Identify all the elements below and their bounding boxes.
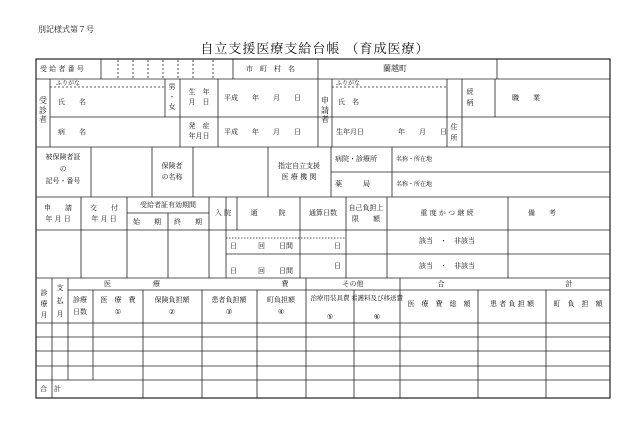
issue-date-label-1: 交 付 [90,204,118,212]
insurer-label-1: 保険者 [161,162,183,170]
outpatient-times-1: 回 [258,242,265,250]
visit-day-1: 日 [334,242,341,250]
med-month-1: 診 [40,289,48,297]
remarks-label: 備 考 [528,209,556,217]
col-nursing-transport-num: ⑥ [373,313,381,321]
onset-era: 平成 [224,128,238,136]
outpatient-label: 通 院 [250,209,286,217]
admission-label: 入 院 [214,209,232,217]
insurance-cert-label-2: の [59,165,67,173]
relation-label-2: 柄 [466,99,474,107]
clinic-days-label-1: 診療 [73,296,87,304]
pharmacy-label: 薬 局 [335,180,370,188]
outpatient-days-2: 日間 [279,267,293,275]
total-group-label-2: 計 [565,280,573,288]
grand-total-label: 合 計 [40,385,61,393]
severe-label: 重 度 か つ 継 続 [420,209,474,217]
hospital-label: 病院・診療所 [335,155,377,163]
sex-male: 男 [168,83,176,91]
limit-label-1: 自己負担上 [348,204,384,212]
sex-dot: ・ [168,93,176,101]
col-medical-cost: 医 療 費 [100,296,136,304]
col-orthosis-cost-num: ⑤ [326,313,334,321]
severe-applicable-1: 該当 ・ 非該当 [419,237,475,245]
col-town-burden-num: ④ [277,308,285,316]
onset-label-1: 発 症 [188,122,210,130]
address-label-2: 所 [450,134,458,142]
expense-group-label: 費 [281,280,289,288]
relation-label-1: 続 [466,88,474,96]
insurer-label-2: の名称 [161,173,183,181]
col-patient-burden-num: ③ [225,308,233,316]
clinic-days-label-2: 日数 [73,308,87,316]
patient-group-label: 受 診 者 [39,96,47,125]
col-orthosis-cost: 治療用装具費 [310,294,350,302]
birth-label-2: 月 日 [188,98,210,106]
apply-date-label-2: 年 月 日 [45,215,71,223]
designated-label-2: 医 療 機 関 [281,173,317,181]
col-patient-burden: 患者負担額 [211,296,247,304]
insurance-cert-label-3: 記号・番号 [45,177,81,185]
applicant-birth-label: 生年月日 [336,128,364,136]
visit-day-2: 日 [334,262,341,270]
municipality-value: 蘭越町 [383,64,407,73]
occupation-label: 職 業 [512,94,540,102]
pharmacy-name-address: 名称・所在地 [396,181,433,188]
severe-applicable-2: 該当 ・ 非該当 [419,262,475,270]
applicant-furigana: ふりがな [336,80,361,87]
valid-to-label: 終 期 [174,218,202,226]
patient-furigana: ふりがな [56,80,81,87]
outpatient-days-1: 日間 [279,242,293,250]
onset-label-2: 年月日 [188,132,210,140]
pay-month-2: 払 [56,297,64,305]
visit-days-label: 通算日数 [309,209,337,217]
medical-group-label: 医 療 [104,280,160,288]
total-group-label-1: 合 [437,280,445,288]
onset-ymd: 年 月 日 [252,128,301,136]
disease-label: 病 名 [58,128,86,136]
sex-female: 女 [168,103,176,111]
page-title: 自立支援医療支給台帳 （育成医療） [200,42,430,57]
hospital-name-address: 名称・所在地 [396,156,433,163]
outpatient-times-2: 回 [258,267,265,275]
apply-date-label-1: 申 請 [44,204,72,212]
applicant-group-label: 申 請 者 [321,96,329,125]
patient-birth-era: 平成 [224,94,238,102]
patient-name-label: 氏 名 [58,98,86,106]
col-total-medical: 医 療 費 総 額 [407,300,471,308]
col-total-patient: 患 者 負 担 額 [490,300,534,308]
col-nursing-transport: 看護料及び移送費 [351,294,403,302]
form-number: 別記様式第７号 [38,25,94,34]
other-group-label: その他 [342,280,364,288]
admission-day-2: 日 [230,267,237,275]
col-total-town: 町 負 担 額 [553,300,603,308]
issue-date-label-2: 年 月 日 [91,215,117,223]
insurance-cert-label-1: 被保険者証 [45,153,81,161]
applicant-birth-ymd: 年 月 日 [398,128,447,136]
pay-month-1: 支 [56,284,64,292]
birth-label-1: 生 年 [188,88,210,96]
med-month-3: 月 [40,311,48,319]
recipient-number-label: 受 給 者 番 号 [40,65,84,73]
col-insurance-burden-num: ② [168,308,176,316]
med-month-2: 療 [40,300,48,308]
valid-from-label: 始 期 [133,218,161,226]
municipality-label: 市 町 村 名 [246,65,295,73]
pay-month-3: 月 [56,310,64,318]
applicant-name-label: 氏 名 [338,98,359,106]
col-medical-cost-num: ① [114,308,122,316]
designated-label-1: 指定自立支援 [278,162,320,170]
address-label-1: 住 [450,123,458,131]
admission-day-1: 日 [230,242,237,250]
limit-label-2: 限 額 [352,215,380,223]
col-town-burden: 町負担額 [267,296,295,304]
col-insurance-burden: 保険負担額 [154,296,190,304]
patient-birth-ymd: 年 月 日 [252,94,301,102]
validity-label: 受給者証有効期間 [140,201,196,209]
